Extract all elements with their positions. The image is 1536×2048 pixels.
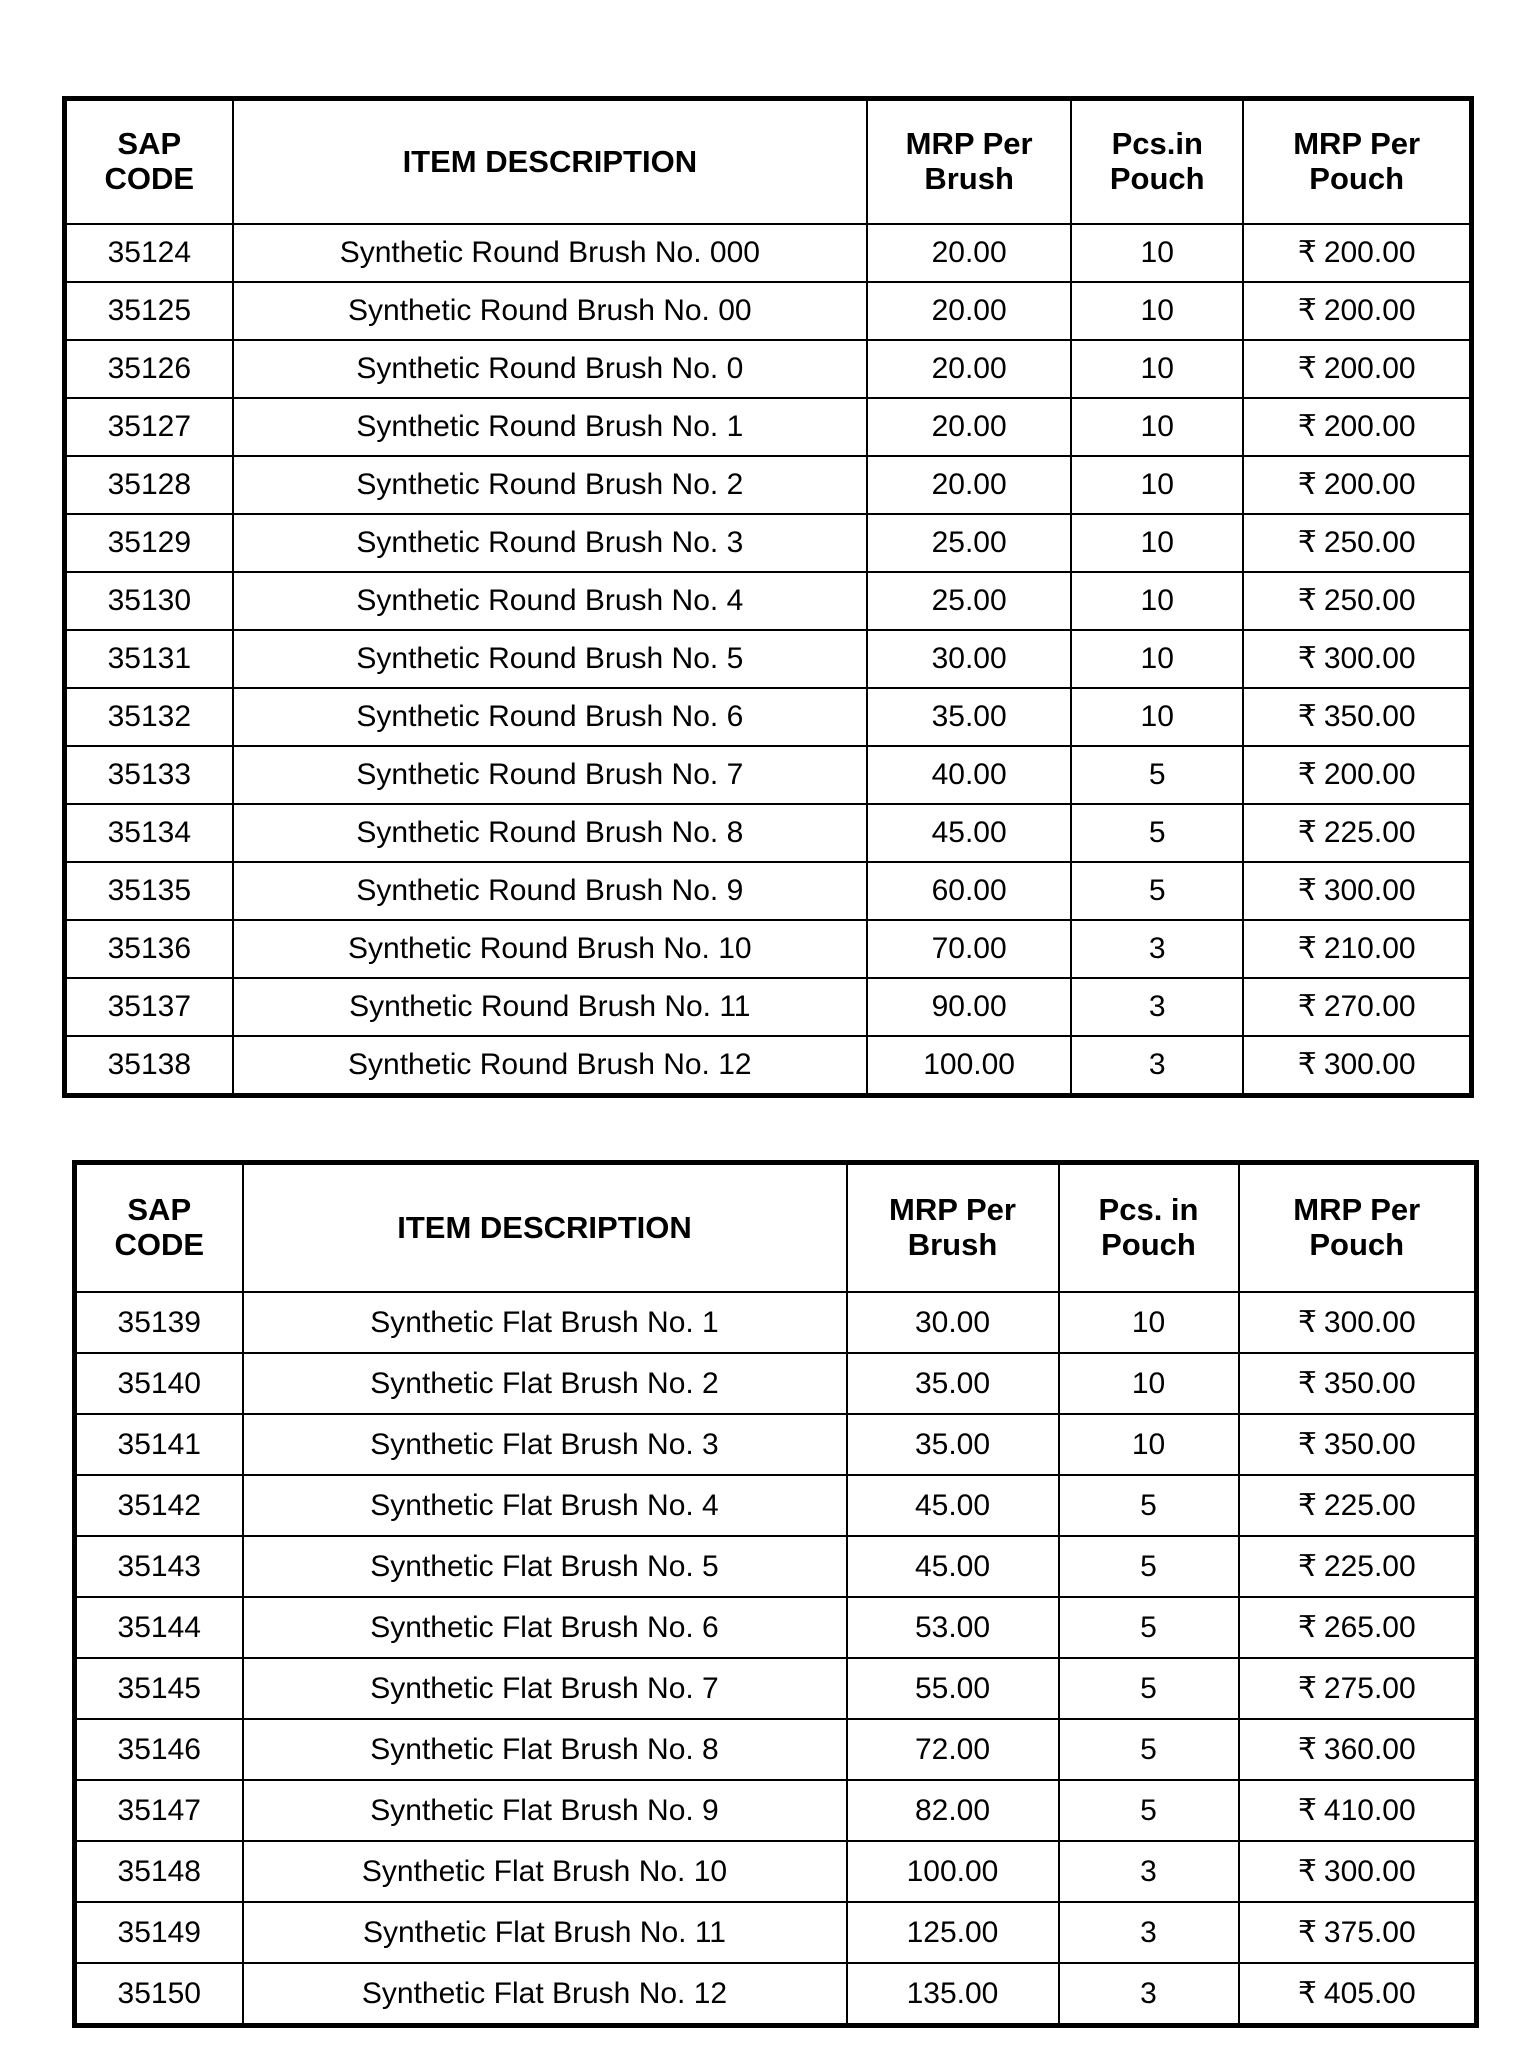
cell-pcs-in-pouch: 10 xyxy=(1071,398,1243,456)
mrp-per-pouch-amount: 300.00 xyxy=(1323,642,1416,676)
cell-pcs-in-pouch: 5 xyxy=(1059,1536,1239,1597)
mrp-per-pouch-amount: 200.00 xyxy=(1323,236,1416,270)
rupee-symbol: ₹ xyxy=(1297,1549,1317,1583)
header-sap-code-line2: CODE xyxy=(114,1227,205,1262)
cell-sap-code: 35149 xyxy=(75,1902,243,1963)
cell-sap-code: 35147 xyxy=(75,1780,243,1841)
header-item-description xyxy=(243,1163,847,1293)
rupee-symbol: ₹ xyxy=(1297,642,1317,676)
cell-pcs-in-pouch: 5 xyxy=(1071,804,1243,862)
cell-item-description: Synthetic Round Brush No. 11 xyxy=(233,978,867,1036)
cell-mrp-per-pouch xyxy=(1243,1036,1471,1096)
rupee-symbol: ₹ xyxy=(1297,874,1317,908)
cell-sap-code: 35145 xyxy=(75,1658,243,1719)
cell-item-description: Synthetic Round Brush No. 5 xyxy=(233,630,867,688)
rupee-symbol: ₹ xyxy=(1297,294,1317,328)
cell-mrp-per-brush: 40.00 xyxy=(867,746,1071,804)
mrp-per-pouch-amount: 350.00 xyxy=(1323,1427,1416,1461)
cell-sap-code: 35127 xyxy=(65,398,233,456)
rupee-symbol: ₹ xyxy=(1297,1671,1317,1705)
table-separator xyxy=(62,1098,1474,1160)
table-row xyxy=(65,920,1472,978)
cell-mrp-per-brush: 20.00 xyxy=(867,456,1071,514)
cell-sap-code: 35137 xyxy=(65,978,233,1036)
rupee-symbol: ₹ xyxy=(1297,1305,1317,1339)
mrp-per-pouch-amount: 200.00 xyxy=(1323,758,1416,792)
header-sap-code xyxy=(75,1163,243,1293)
cell-mrp-per-pouch xyxy=(1243,630,1471,688)
table-body xyxy=(75,1292,1477,2026)
table-row xyxy=(75,1658,1477,1719)
rupee-symbol: ₹ xyxy=(1297,352,1317,386)
cell-mrp-per-brush: 35.00 xyxy=(847,1414,1059,1475)
table-row xyxy=(75,1841,1477,1902)
cell-sap-code: 35139 xyxy=(75,1292,243,1353)
synthetic-round-brush-price-table xyxy=(62,96,1474,1098)
cell-mrp-per-brush: 100.00 xyxy=(867,1036,1071,1096)
cell-pcs-in-pouch: 5 xyxy=(1059,1780,1239,1841)
header-row xyxy=(75,1163,1477,1293)
mrp-per-pouch-amount: 300.00 xyxy=(1323,1854,1416,1888)
cell-sap-code: 35138 xyxy=(65,1036,233,1096)
header-mrp-per-brush xyxy=(847,1163,1059,1293)
cell-sap-code: 35125 xyxy=(65,282,233,340)
header-pcs-in-pouch-line1: Pcs.in xyxy=(1111,126,1203,162)
cell-mrp-per-pouch xyxy=(1239,1963,1477,2026)
cell-mrp-per-pouch xyxy=(1239,1719,1477,1780)
rupee-symbol: ₹ xyxy=(1297,1976,1317,2010)
rupee-symbol: ₹ xyxy=(1297,526,1317,560)
synthetic-flat-brush-price-table xyxy=(72,1160,1479,2028)
cell-mrp-per-brush: 72.00 xyxy=(847,1719,1059,1780)
cell-item-description: Synthetic Round Brush No. 00 xyxy=(233,282,867,340)
cell-mrp-per-pouch xyxy=(1239,1353,1477,1414)
cell-mrp-per-brush: 20.00 xyxy=(867,282,1071,340)
mrp-per-pouch-amount: 275.00 xyxy=(1323,1671,1416,1705)
cell-mrp-per-brush: 60.00 xyxy=(867,862,1071,920)
rupee-symbol: ₹ xyxy=(1297,1793,1317,1827)
cell-mrp-per-pouch xyxy=(1243,862,1471,920)
cell-sap-code: 35142 xyxy=(75,1475,243,1536)
cell-pcs-in-pouch: 10 xyxy=(1071,340,1243,398)
header-mrp-per-brush-line1: MRP Per xyxy=(889,1192,1016,1228)
cell-sap-code: 35143 xyxy=(75,1536,243,1597)
header-item-description xyxy=(233,99,867,225)
cell-mrp-per-brush: 45.00 xyxy=(847,1536,1059,1597)
cell-mrp-per-brush: 45.00 xyxy=(867,804,1071,862)
cell-item-description: Synthetic Flat Brush No. 5 xyxy=(243,1536,847,1597)
table-row xyxy=(65,804,1472,862)
mrp-per-pouch-amount: 225.00 xyxy=(1323,816,1416,850)
cell-mrp-per-brush: 20.00 xyxy=(867,340,1071,398)
cell-pcs-in-pouch: 10 xyxy=(1071,630,1243,688)
table-body xyxy=(65,224,1472,1096)
cell-mrp-per-brush: 135.00 xyxy=(847,1963,1059,2026)
cell-mrp-per-brush: 20.00 xyxy=(867,224,1071,282)
cell-mrp-per-pouch xyxy=(1243,572,1471,630)
cell-sap-code: 35133 xyxy=(65,746,233,804)
header-mrp-per-pouch xyxy=(1239,1163,1477,1293)
cell-pcs-in-pouch: 5 xyxy=(1071,862,1243,920)
rupee-symbol: ₹ xyxy=(1297,584,1317,618)
cell-pcs-in-pouch: 5 xyxy=(1059,1597,1239,1658)
table-row xyxy=(65,224,1472,282)
cell-item-description: Synthetic Round Brush No. 8 xyxy=(233,804,867,862)
table-row xyxy=(65,456,1472,514)
rupee-symbol: ₹ xyxy=(1297,1915,1317,1949)
rupee-symbol: ₹ xyxy=(1297,410,1317,444)
cell-sap-code: 35141 xyxy=(75,1414,243,1475)
cell-item-description: Synthetic Flat Brush No. 8 xyxy=(243,1719,847,1780)
table-row xyxy=(65,572,1472,630)
cell-mrp-per-brush: 53.00 xyxy=(847,1597,1059,1658)
table-row xyxy=(65,630,1472,688)
cell-item-description: Synthetic Flat Brush No. 2 xyxy=(243,1353,847,1414)
rupee-symbol: ₹ xyxy=(1297,1732,1317,1766)
header-row xyxy=(65,99,1472,225)
cell-pcs-in-pouch: 3 xyxy=(1059,1963,1239,2026)
cell-mrp-per-pouch xyxy=(1243,398,1471,456)
rupee-symbol: ₹ xyxy=(1297,758,1317,792)
mrp-per-pouch-amount: 410.00 xyxy=(1323,1793,1416,1827)
header-pcs-in-pouch xyxy=(1059,1163,1239,1293)
mrp-per-pouch-amount: 250.00 xyxy=(1323,526,1416,560)
header-mrp-per-pouch-line1: MRP Per xyxy=(1293,126,1421,162)
cell-mrp-per-brush: 30.00 xyxy=(847,1292,1059,1353)
table-row xyxy=(65,282,1472,340)
mrp-per-pouch-amount: 250.00 xyxy=(1323,584,1416,618)
cell-sap-code: 35130 xyxy=(65,572,233,630)
cell-mrp-per-brush: 35.00 xyxy=(867,688,1071,746)
rupee-symbol: ₹ xyxy=(1297,1488,1317,1522)
cell-pcs-in-pouch: 3 xyxy=(1071,1036,1243,1096)
table-row xyxy=(75,1536,1477,1597)
round-brush-table-wrapper xyxy=(62,96,1474,1098)
mrp-per-pouch-amount: 350.00 xyxy=(1323,1366,1416,1400)
header-item-description-line1: ITEM DESCRIPTION xyxy=(397,1209,692,1245)
cell-item-description: Synthetic Round Brush No. 10 xyxy=(233,920,867,978)
table-row xyxy=(65,1036,1472,1096)
table-row xyxy=(65,398,1472,456)
mrp-per-pouch-amount: 200.00 xyxy=(1323,468,1416,502)
cell-sap-code: 35148 xyxy=(75,1841,243,1902)
mrp-per-pouch-amount: 350.00 xyxy=(1323,700,1416,734)
mrp-per-pouch-amount: 225.00 xyxy=(1323,1488,1416,1522)
header-sap-code-line1: SAP xyxy=(117,126,182,162)
header-pcs-in-pouch-line2: Pouch xyxy=(1101,1227,1196,1262)
table-row xyxy=(75,1597,1477,1658)
cell-sap-code: 35132 xyxy=(65,688,233,746)
mrp-per-pouch-amount: 200.00 xyxy=(1323,410,1416,444)
cell-mrp-per-pouch xyxy=(1243,978,1471,1036)
mrp-per-pouch-amount: 405.00 xyxy=(1323,1976,1416,2010)
cell-pcs-in-pouch: 10 xyxy=(1059,1292,1239,1353)
cell-mrp-per-brush: 30.00 xyxy=(867,630,1071,688)
cell-mrp-per-pouch xyxy=(1243,282,1471,340)
rupee-symbol: ₹ xyxy=(1297,1366,1317,1400)
header-pcs-in-pouch-line2: Pouch xyxy=(1109,161,1205,196)
cell-mrp-per-brush: 90.00 xyxy=(867,978,1071,1036)
header-sap-code xyxy=(65,99,233,225)
mrp-per-pouch-amount: 300.00 xyxy=(1323,1305,1416,1339)
header-mrp-per-pouch-line2: Pouch xyxy=(1309,1227,1405,1262)
cell-pcs-in-pouch: 10 xyxy=(1059,1414,1239,1475)
cell-item-description: Synthetic Round Brush No. 000 xyxy=(233,224,867,282)
header-mrp-per-pouch xyxy=(1243,99,1471,225)
cell-sap-code: 35150 xyxy=(75,1963,243,2026)
cell-mrp-per-pouch xyxy=(1239,1536,1477,1597)
cell-pcs-in-pouch: 10 xyxy=(1071,572,1243,630)
rupee-symbol: ₹ xyxy=(1297,700,1317,734)
cell-pcs-in-pouch: 3 xyxy=(1059,1902,1239,1963)
cell-item-description: Synthetic Round Brush No. 2 xyxy=(233,456,867,514)
table-row xyxy=(75,1475,1477,1536)
rupee-symbol: ₹ xyxy=(1297,1854,1317,1888)
cell-item-description: Synthetic Flat Brush No. 7 xyxy=(243,1658,847,1719)
mrp-per-pouch-amount: 265.00 xyxy=(1323,1610,1416,1644)
header-mrp-per-brush xyxy=(867,99,1071,225)
mrp-per-pouch-amount: 270.00 xyxy=(1323,990,1416,1024)
cell-item-description: Synthetic Flat Brush No. 6 xyxy=(243,1597,847,1658)
header-sap-code-line2: CODE xyxy=(104,161,195,196)
mrp-per-pouch-amount: 210.00 xyxy=(1323,932,1416,966)
rupee-symbol: ₹ xyxy=(1297,816,1317,850)
header-pcs-in-pouch-line1: Pcs. in xyxy=(1098,1192,1199,1228)
cell-pcs-in-pouch: 10 xyxy=(1071,514,1243,572)
table-row xyxy=(75,1963,1477,2026)
header-mrp-per-brush-line2: Brush xyxy=(924,161,1014,196)
cell-mrp-per-pouch xyxy=(1243,804,1471,862)
cell-mrp-per-brush: 100.00 xyxy=(847,1841,1059,1902)
rupee-symbol: ₹ xyxy=(1297,932,1317,966)
cell-mrp-per-pouch xyxy=(1239,1475,1477,1536)
rupee-symbol: ₹ xyxy=(1297,1427,1317,1461)
cell-mrp-per-brush: 82.00 xyxy=(847,1780,1059,1841)
cell-mrp-per-brush: 20.00 xyxy=(867,398,1071,456)
cell-sap-code: 35140 xyxy=(75,1353,243,1414)
cell-mrp-per-pouch xyxy=(1239,1780,1477,1841)
cell-sap-code: 35136 xyxy=(65,920,233,978)
cell-mrp-per-pouch xyxy=(1239,1658,1477,1719)
cell-pcs-in-pouch: 5 xyxy=(1059,1475,1239,1536)
cell-mrp-per-pouch xyxy=(1243,340,1471,398)
table-row xyxy=(75,1780,1477,1841)
cell-mrp-per-brush: 125.00 xyxy=(847,1902,1059,1963)
cell-pcs-in-pouch: 10 xyxy=(1071,282,1243,340)
cell-mrp-per-pouch xyxy=(1239,1414,1477,1475)
cell-item-description: Synthetic Round Brush No. 6 xyxy=(233,688,867,746)
cell-mrp-per-pouch xyxy=(1239,1292,1477,1353)
cell-mrp-per-brush: 45.00 xyxy=(847,1475,1059,1536)
table-row xyxy=(75,1719,1477,1780)
mrp-per-pouch-amount: 375.00 xyxy=(1323,1915,1416,1949)
cell-item-description: Synthetic Flat Brush No. 11 xyxy=(243,1902,847,1963)
cell-item-description: Synthetic Round Brush No. 9 xyxy=(233,862,867,920)
cell-item-description: Synthetic Round Brush No. 7 xyxy=(233,746,867,804)
table-row xyxy=(75,1414,1477,1475)
table-header xyxy=(65,99,1472,225)
cell-item-description: Synthetic Round Brush No. 4 xyxy=(233,572,867,630)
rupee-symbol: ₹ xyxy=(1297,990,1317,1024)
cell-mrp-per-pouch xyxy=(1243,224,1471,282)
cell-pcs-in-pouch: 5 xyxy=(1071,746,1243,804)
rupee-symbol: ₹ xyxy=(1297,1610,1317,1644)
cell-mrp-per-pouch xyxy=(1243,688,1471,746)
table-row xyxy=(65,862,1472,920)
rupee-symbol: ₹ xyxy=(1297,468,1317,502)
table-header xyxy=(75,1163,1477,1293)
flat-brush-table-wrapper xyxy=(62,1160,1474,2028)
table-row xyxy=(65,688,1472,746)
table-row xyxy=(65,978,1472,1036)
cell-item-description: Synthetic Round Brush No. 0 xyxy=(233,340,867,398)
cell-item-description: Synthetic Flat Brush No. 4 xyxy=(243,1475,847,1536)
table-row xyxy=(75,1292,1477,1353)
cell-item-description: Synthetic Flat Brush No. 9 xyxy=(243,1780,847,1841)
cell-item-description: Synthetic Flat Brush No. 3 xyxy=(243,1414,847,1475)
cell-mrp-per-brush: 25.00 xyxy=(867,514,1071,572)
cell-pcs-in-pouch: 10 xyxy=(1071,456,1243,514)
cell-mrp-per-brush: 55.00 xyxy=(847,1658,1059,1719)
mrp-per-pouch-amount: 200.00 xyxy=(1323,294,1416,328)
cell-sap-code: 35126 xyxy=(65,340,233,398)
cell-item-description: Synthetic Flat Brush No. 1 xyxy=(243,1292,847,1353)
table-row xyxy=(75,1353,1477,1414)
cell-pcs-in-pouch: 5 xyxy=(1059,1719,1239,1780)
cell-sap-code: 35144 xyxy=(75,1597,243,1658)
table-row xyxy=(65,514,1472,572)
table-row xyxy=(65,340,1472,398)
cell-mrp-per-pouch xyxy=(1243,920,1471,978)
header-mrp-per-brush-line2: Brush xyxy=(907,1227,998,1262)
cell-pcs-in-pouch: 3 xyxy=(1071,978,1243,1036)
cell-sap-code: 35124 xyxy=(65,224,233,282)
cell-mrp-per-pouch xyxy=(1239,1597,1477,1658)
cell-item-description: Synthetic Round Brush No. 1 xyxy=(233,398,867,456)
cell-item-description: Synthetic Round Brush No. 12 xyxy=(233,1036,867,1096)
cell-sap-code: 35134 xyxy=(65,804,233,862)
header-item-description-line1: ITEM DESCRIPTION xyxy=(402,143,698,179)
header-mrp-per-pouch-line1: MRP Per xyxy=(1293,1192,1421,1228)
cell-item-description: Synthetic Round Brush No. 3 xyxy=(233,514,867,572)
mrp-per-pouch-amount: 200.00 xyxy=(1323,352,1416,386)
cell-mrp-per-pouch xyxy=(1243,746,1471,804)
cell-pcs-in-pouch: 3 xyxy=(1059,1841,1239,1902)
cell-mrp-per-pouch xyxy=(1243,456,1471,514)
cell-sap-code: 35128 xyxy=(65,456,233,514)
cell-sap-code: 35146 xyxy=(75,1719,243,1780)
cell-mrp-per-brush: 70.00 xyxy=(867,920,1071,978)
cell-sap-code: 35131 xyxy=(65,630,233,688)
mrp-per-pouch-amount: 225.00 xyxy=(1323,1549,1416,1583)
cell-pcs-in-pouch: 10 xyxy=(1071,224,1243,282)
cell-pcs-in-pouch: 5 xyxy=(1059,1658,1239,1719)
mrp-per-pouch-amount: 300.00 xyxy=(1323,874,1416,908)
cell-mrp-per-pouch xyxy=(1239,1841,1477,1902)
cell-mrp-per-pouch xyxy=(1243,514,1471,572)
rupee-symbol: ₹ xyxy=(1297,1048,1317,1082)
header-pcs-in-pouch xyxy=(1071,99,1243,225)
header-mrp-per-pouch-line2: Pouch xyxy=(1309,161,1405,196)
table-row xyxy=(75,1902,1477,1963)
cell-mrp-per-brush: 35.00 xyxy=(847,1353,1059,1414)
cell-mrp-per-brush: 25.00 xyxy=(867,572,1071,630)
cell-sap-code: 35129 xyxy=(65,514,233,572)
mrp-per-pouch-amount: 300.00 xyxy=(1323,1048,1416,1082)
header-sap-code-line1: SAP xyxy=(127,1192,192,1228)
cell-sap-code: 35135 xyxy=(65,862,233,920)
rupee-symbol: ₹ xyxy=(1297,236,1317,270)
cell-mrp-per-pouch xyxy=(1239,1902,1477,1963)
cell-pcs-in-pouch: 10 xyxy=(1071,688,1243,746)
cell-pcs-in-pouch: 10 xyxy=(1059,1353,1239,1414)
cell-item-description: Synthetic Flat Brush No. 12 xyxy=(243,1963,847,2026)
cell-item-description: Synthetic Flat Brush No. 10 xyxy=(243,1841,847,1902)
table-row xyxy=(65,746,1472,804)
cell-pcs-in-pouch: 3 xyxy=(1071,920,1243,978)
header-mrp-per-brush-line1: MRP Per xyxy=(905,126,1033,162)
mrp-per-pouch-amount: 360.00 xyxy=(1323,1732,1416,1766)
